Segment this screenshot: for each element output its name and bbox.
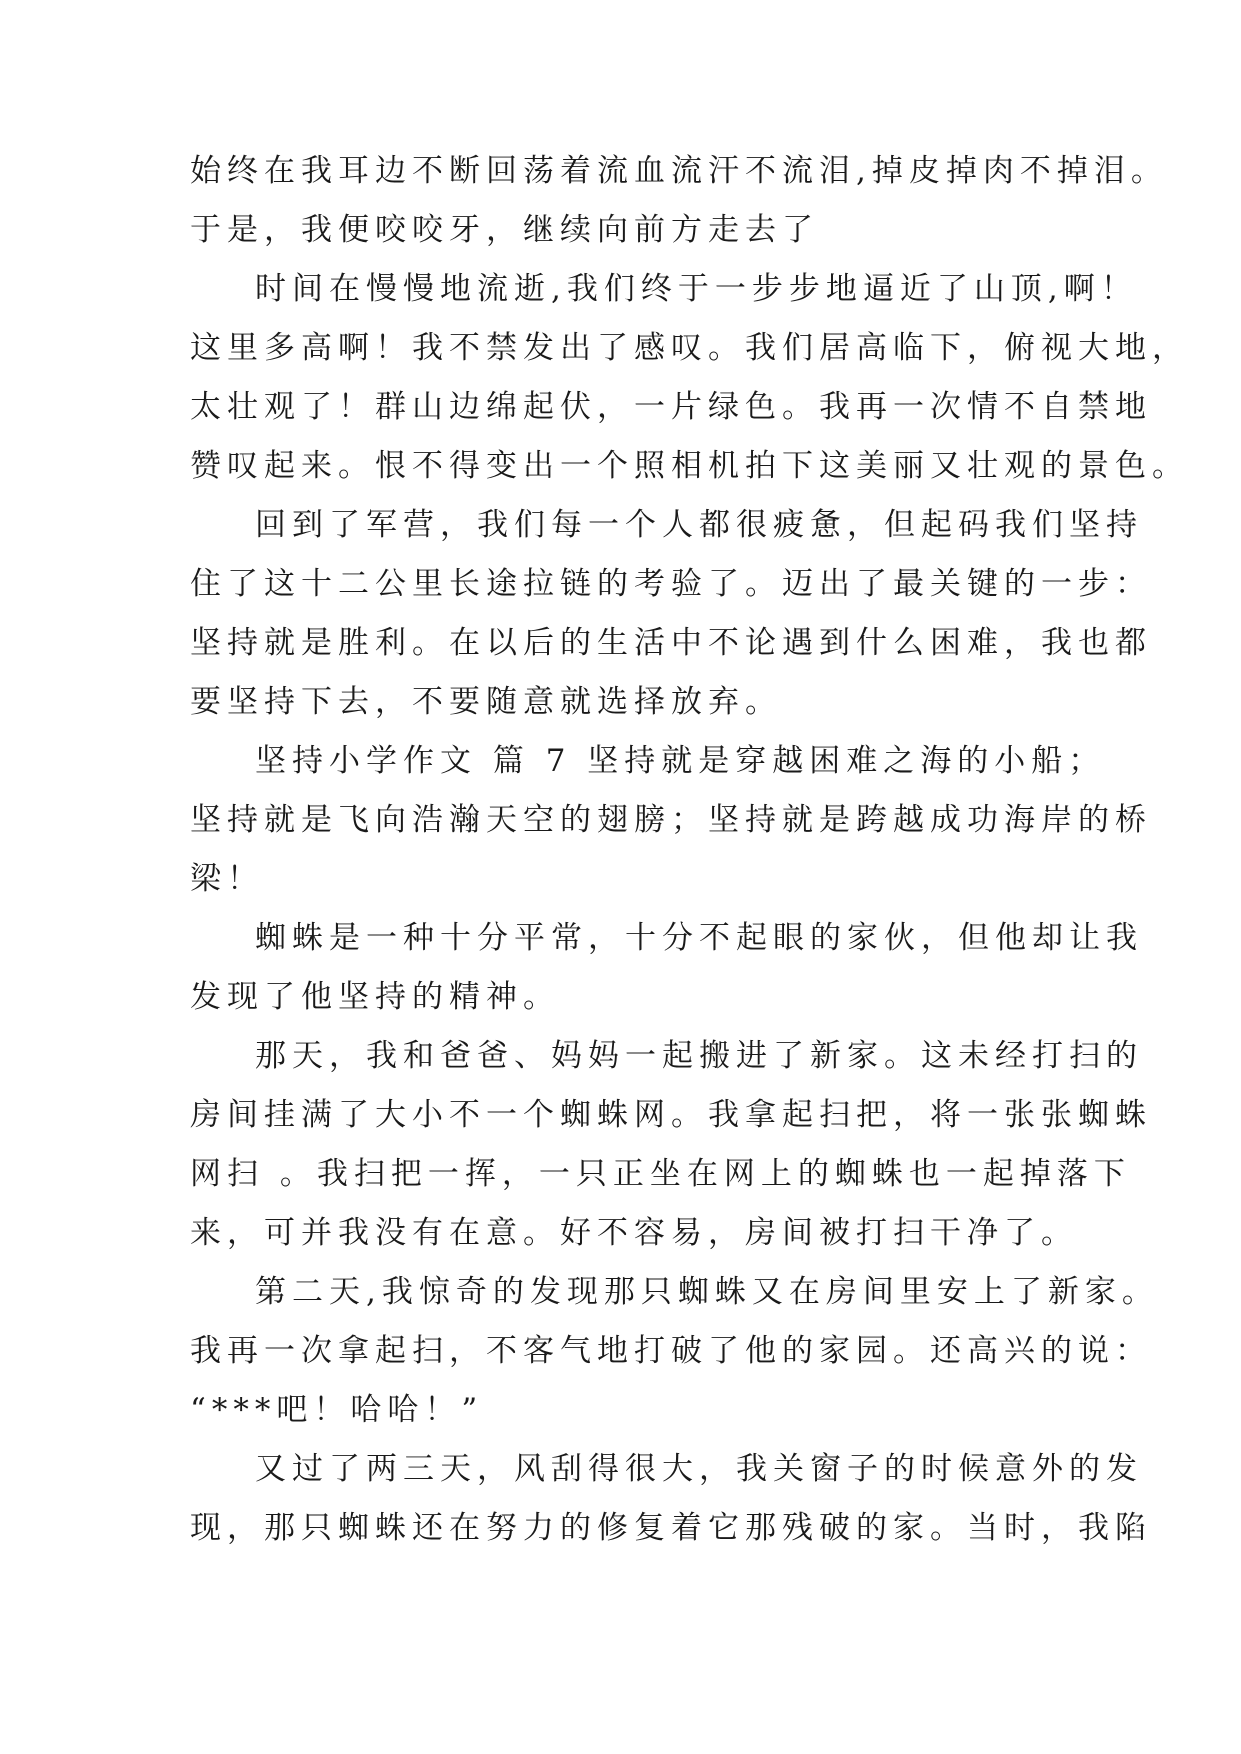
text-line: 房间挂满了大小不一个蜘蛛网。我拿起扫把，将一张张蜘蛛 xyxy=(190,1097,1152,1133)
section-heading-line: 坚持小学作文 篇 7 坚持就是穿越困难之海的小船； xyxy=(255,743,1106,779)
paragraph-start-line: 第二天,我惊奇的发现那只蜘蛛又在房间里安上了新家。 xyxy=(255,1274,1159,1310)
text-line: 发现了他坚持的精神。 xyxy=(190,979,560,1015)
text-line: 我再一次拿起扫，不客气地打破了他的家园。还高兴的说： xyxy=(190,1333,1152,1369)
text-line: 太壮观了！群山边绵起伏，一片绿色。我再一次情不自禁地 xyxy=(190,389,1152,425)
paragraph-start-line: 蜘蛛是一种十分平常，十分不起眼的家伙，但他却让我 xyxy=(255,920,1143,956)
paragraph-start-line: 时间在慢慢地流逝,我们终于一步步地逼近了山顶,啊！ xyxy=(255,271,1138,307)
text-line: 梁！ xyxy=(190,861,264,897)
text-line: 住了这十二公里长途拉链的考验了。迈出了最关键的一步： xyxy=(190,566,1152,602)
paragraph-start-line: 回到了军营，我们每一个人都很疲惫，但起码我们坚持 xyxy=(255,507,1143,543)
text-line: 坚持就是飞向浩瀚天空的翅膀；坚持就是跨越成功海岸的桥 xyxy=(190,802,1152,838)
text-line: 坚持就是胜利。在以后的生活中不论遇到什么困难，我也都 xyxy=(190,625,1152,661)
paragraph-start-line: 又过了两三天，风刮得很大，我关窗子的时候意外的发 xyxy=(255,1451,1143,1487)
text-line: “***吧！哈哈！” xyxy=(190,1392,484,1428)
text-line: 要坚持下去，不要随意就选择放弃。 xyxy=(190,684,782,720)
text-line: 于是，我便咬咬牙，继续向前方走去了 xyxy=(190,212,819,248)
paragraph-start-line: 那天，我和爸爸、妈妈一起搬进了新家。这未经打扫的 xyxy=(255,1038,1143,1074)
text-line: 网扫 。我扫把一挥，一只正坐在网上的蜘蛛也一起掉落下 xyxy=(190,1156,1131,1192)
text-line: 始终在我耳边不断回荡着流血流汗不流泪,掉皮掉肉不掉泪。 xyxy=(190,153,1168,189)
text-line: 赞叹起来。恨不得变出一个照相机拍下这美丽又壮观的景色。 xyxy=(190,448,1189,484)
text-line: 这里多高啊！我不禁发出了感叹。我们居高临下，俯视大地， xyxy=(190,330,1189,366)
text-line: 现，那只蜘蛛还在努力的修复着它那残破的家。当时，我陷 xyxy=(190,1510,1152,1546)
text-line: 来，可并我没有在意。好不容易，房间被打扫干净了。 xyxy=(190,1215,1078,1251)
